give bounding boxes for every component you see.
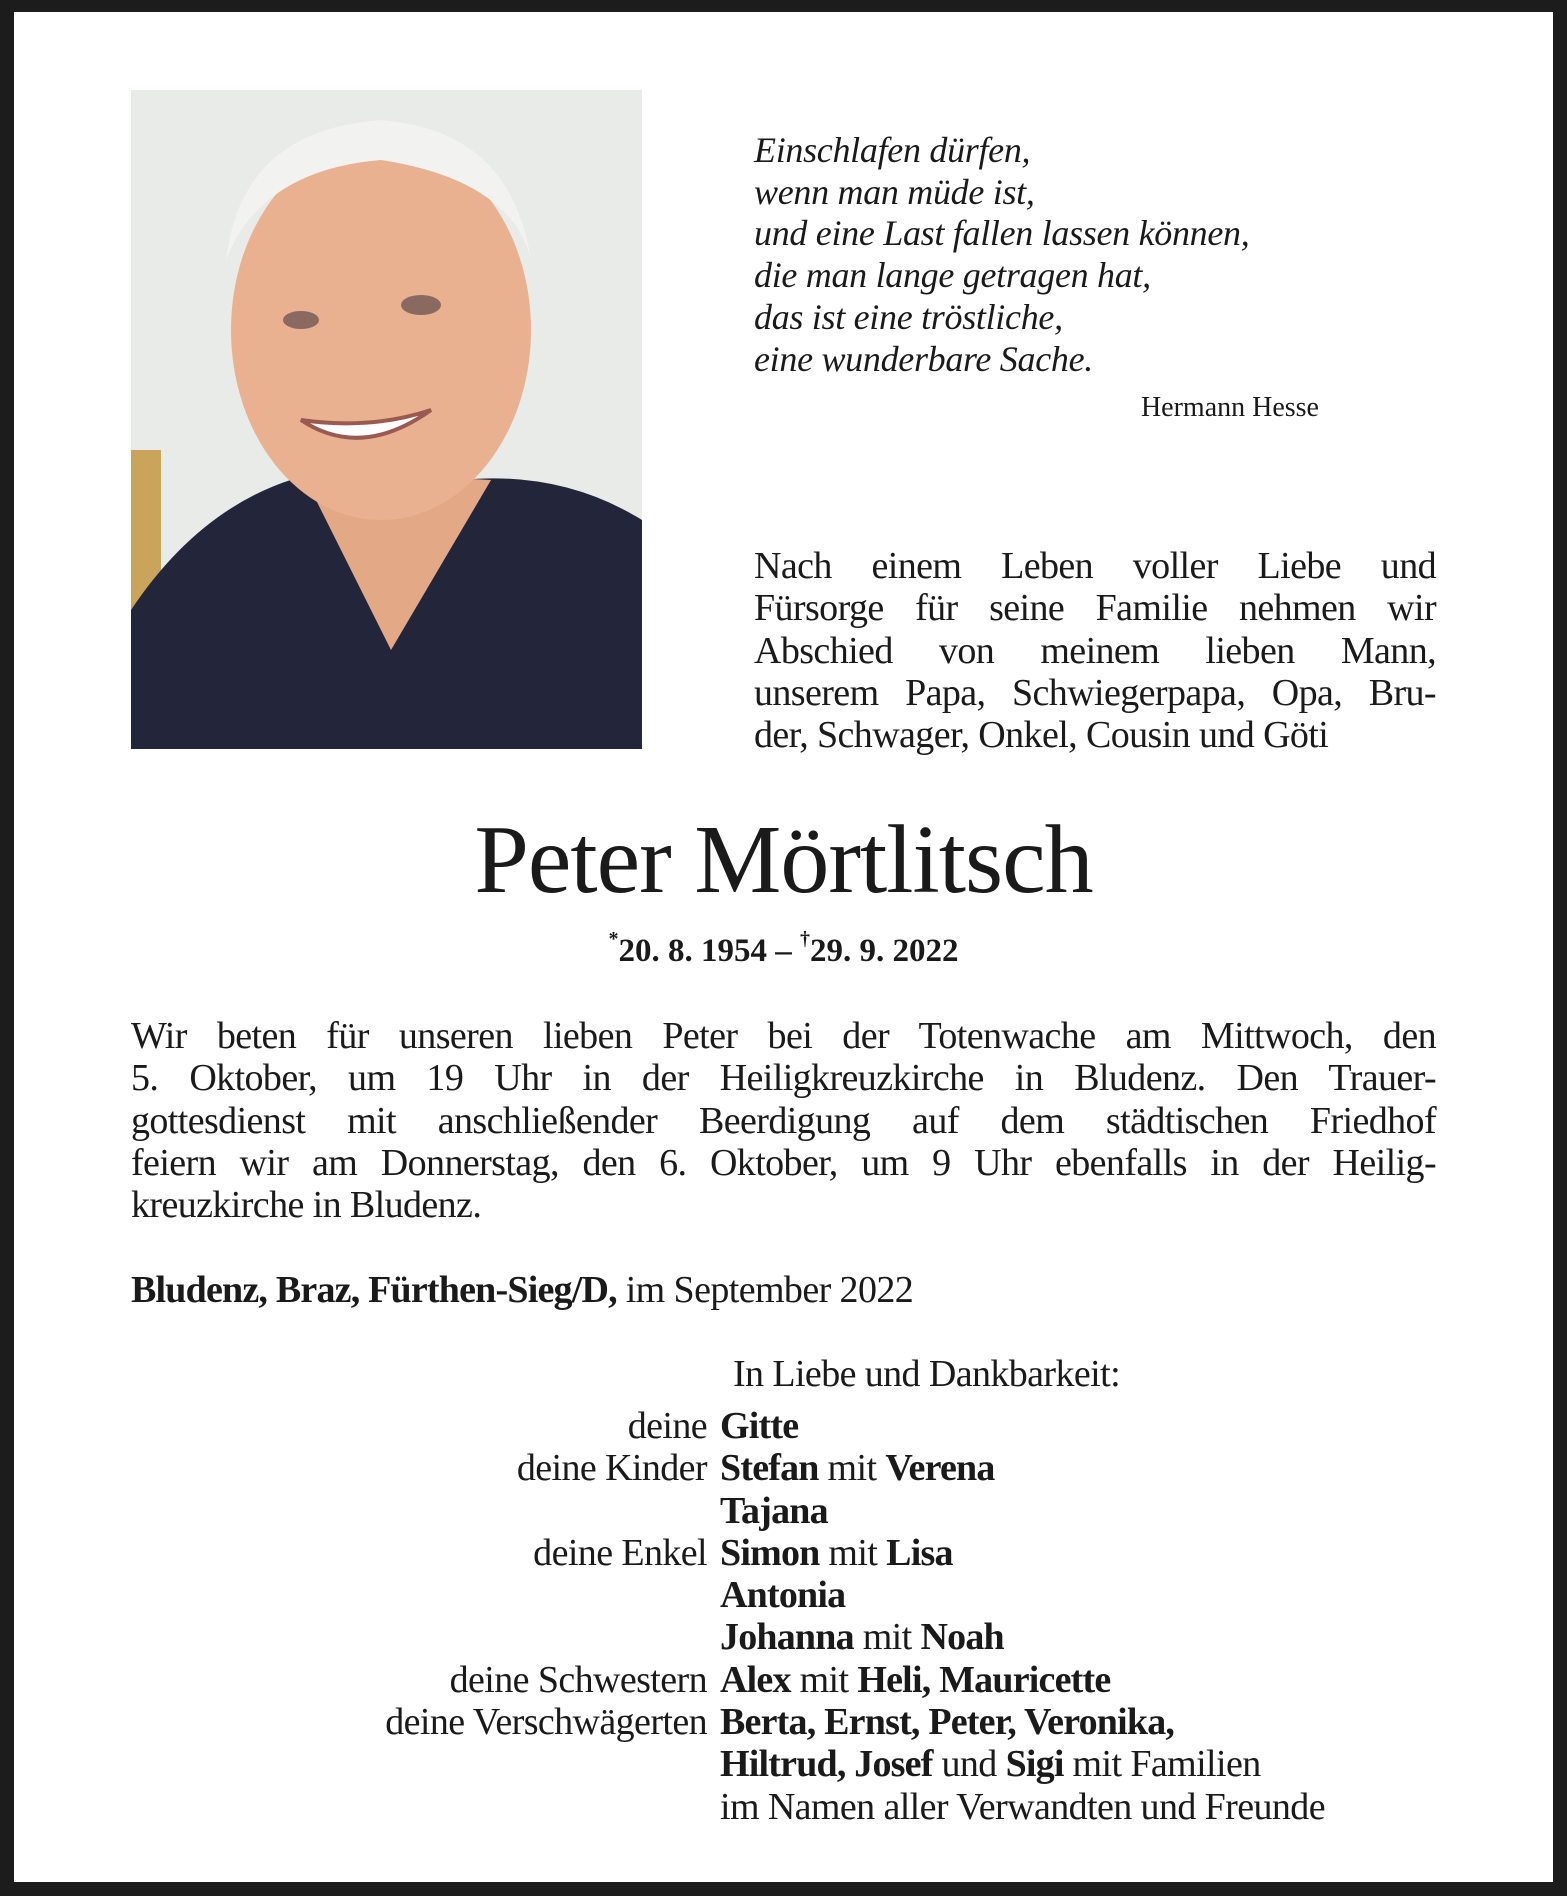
family-row: [0, 1405, 1567, 1447]
intro-line: der, Schwager, Onkel, Cousin und Göti: [754, 714, 1329, 757]
relation-label: [0, 1786, 720, 1828]
life-dates: [0, 928, 1567, 970]
thanks-heading: In Liebe und Dankbarkeit:: [733, 1353, 1121, 1395]
family-member-name: Antonia: [720, 1574, 846, 1617]
service-line: Wir beten für unseren lieben Peter bei der Totenwache am Mittwoch, den: [131, 1015, 1436, 1057]
poem-quote: [754, 130, 1249, 380]
poem-line: und eine Last fallen lassen können,: [754, 213, 1250, 254]
family-member-name: Simon: [720, 1531, 820, 1574]
family-member-name: Verena: [885, 1447, 995, 1490]
family-member-name: Noah: [920, 1616, 1004, 1659]
family-names: [720, 1447, 995, 1489]
family-member-name: Tajana: [720, 1489, 828, 1532]
relation-label: deine Schwestern: [449, 1658, 707, 1701]
family-names: [720, 1532, 953, 1574]
relation-label: deine: [627, 1405, 707, 1447]
family-row: [0, 1490, 1567, 1532]
service-line: kreuzkirche in Bludenz.: [131, 1184, 482, 1227]
poem-line: wenn man müde ist,: [754, 171, 1035, 212]
poem-line: eine wunderbare Sache.: [754, 338, 1093, 379]
quote-author: Hermann Hesse: [1140, 392, 1319, 423]
date-dash: –: [767, 933, 800, 969]
family-member-name: Gitte: [720, 1405, 799, 1447]
month-year: im September 2022: [616, 1269, 914, 1311]
intro-line: unserem Papa, Schwiegerpapa, Opa, Bru-: [754, 671, 1436, 714]
intro-line: Abschied von meinem lieben Mann,: [754, 629, 1436, 672]
intro-line: Fürsorge für seine Familie nehmen wir: [754, 587, 1436, 630]
family-names: [720, 1616, 1004, 1658]
poem-line: das ist eine tröstliche,: [754, 296, 1063, 337]
family-member-name: Hiltrud, Josef: [720, 1743, 933, 1786]
family-member-name: Berta, Ernst, Peter, Veronika,: [720, 1701, 1175, 1744]
family-row: [0, 1701, 1567, 1743]
relation-label: [0, 1743, 720, 1785]
death-date: 29. 9. 2022: [810, 933, 959, 969]
family-row: [0, 1659, 1567, 1701]
connector-text: mit: [819, 1531, 887, 1574]
family-row: [0, 1532, 1567, 1574]
connector-text: mit: [790, 1658, 858, 1701]
relation-label: [0, 1490, 720, 1532]
service-line: gottesdienst mit anschließender Beerdigung auf dem städtischen Friedhof: [131, 1099, 1436, 1142]
relation-label: deine Enkel: [533, 1531, 707, 1574]
family-row: [0, 1447, 1567, 1489]
relation-label: [0, 1616, 720, 1658]
family-member-name: Heli, Mauricette: [857, 1658, 1111, 1701]
family-row: [0, 1574, 1567, 1616]
relation-label: deine Kinder: [516, 1447, 707, 1490]
places: Bludenz, Braz, Fürthen-Sieg/D,: [131, 1269, 617, 1311]
family-names: [720, 1701, 1174, 1743]
family-names: [720, 1659, 1110, 1701]
relation-label: [0, 1574, 720, 1616]
family-member-name: Sigi: [1005, 1743, 1064, 1786]
place-date-line: [131, 1268, 913, 1312]
family-member-name: Stefan: [720, 1447, 819, 1490]
connector-text: und: [932, 1743, 1006, 1786]
family-member-name: Johanna: [720, 1616, 854, 1659]
family-list: [0, 1405, 1567, 1828]
portrait-photo: [131, 90, 642, 749]
poem-line: die man lange getragen hat,: [754, 255, 1151, 296]
family-row: [0, 1743, 1567, 1785]
family-names: [720, 1574, 845, 1616]
family-names: [720, 1490, 828, 1532]
connector-text: mit Familien: [1063, 1743, 1261, 1786]
intro-line: Nach einem Leben voller Liebe und: [754, 545, 1436, 587]
family-row: [0, 1786, 1567, 1828]
service-line: 5. Oktober, um 19 Uhr in der Heiligkreuzkirche in Bludenz. Den Trauer-: [131, 1057, 1436, 1100]
death-symbol: †: [800, 928, 810, 950]
connector-text: mit: [818, 1447, 886, 1490]
relation-label: deine Verschwägerten: [385, 1701, 707, 1744]
poem-line: Einschlafen dürfen,: [754, 130, 1031, 170]
service-paragraph: [131, 1015, 1436, 1226]
family-names: [720, 1786, 1325, 1828]
family-member-name: Lisa: [886, 1531, 953, 1574]
family-names: [720, 1743, 1261, 1785]
birth-date: 20. 8. 1954: [618, 933, 767, 969]
family-names: [720, 1405, 798, 1447]
family-member-name: Alex: [720, 1658, 791, 1701]
deceased-name: Peter Mörtlitsch: [474, 806, 1093, 914]
connector-text: im Namen aller Verwandten und Freunde: [720, 1785, 1325, 1828]
family-row: [0, 1616, 1567, 1658]
birth-symbol: *: [608, 928, 619, 950]
connector-text: mit: [853, 1616, 921, 1659]
intro-paragraph: [754, 545, 1436, 756]
service-line: feiern wir am Donnerstag, den 6. Oktober, um 9 Uhr ebenfalls in der Heilig-: [131, 1141, 1436, 1184]
